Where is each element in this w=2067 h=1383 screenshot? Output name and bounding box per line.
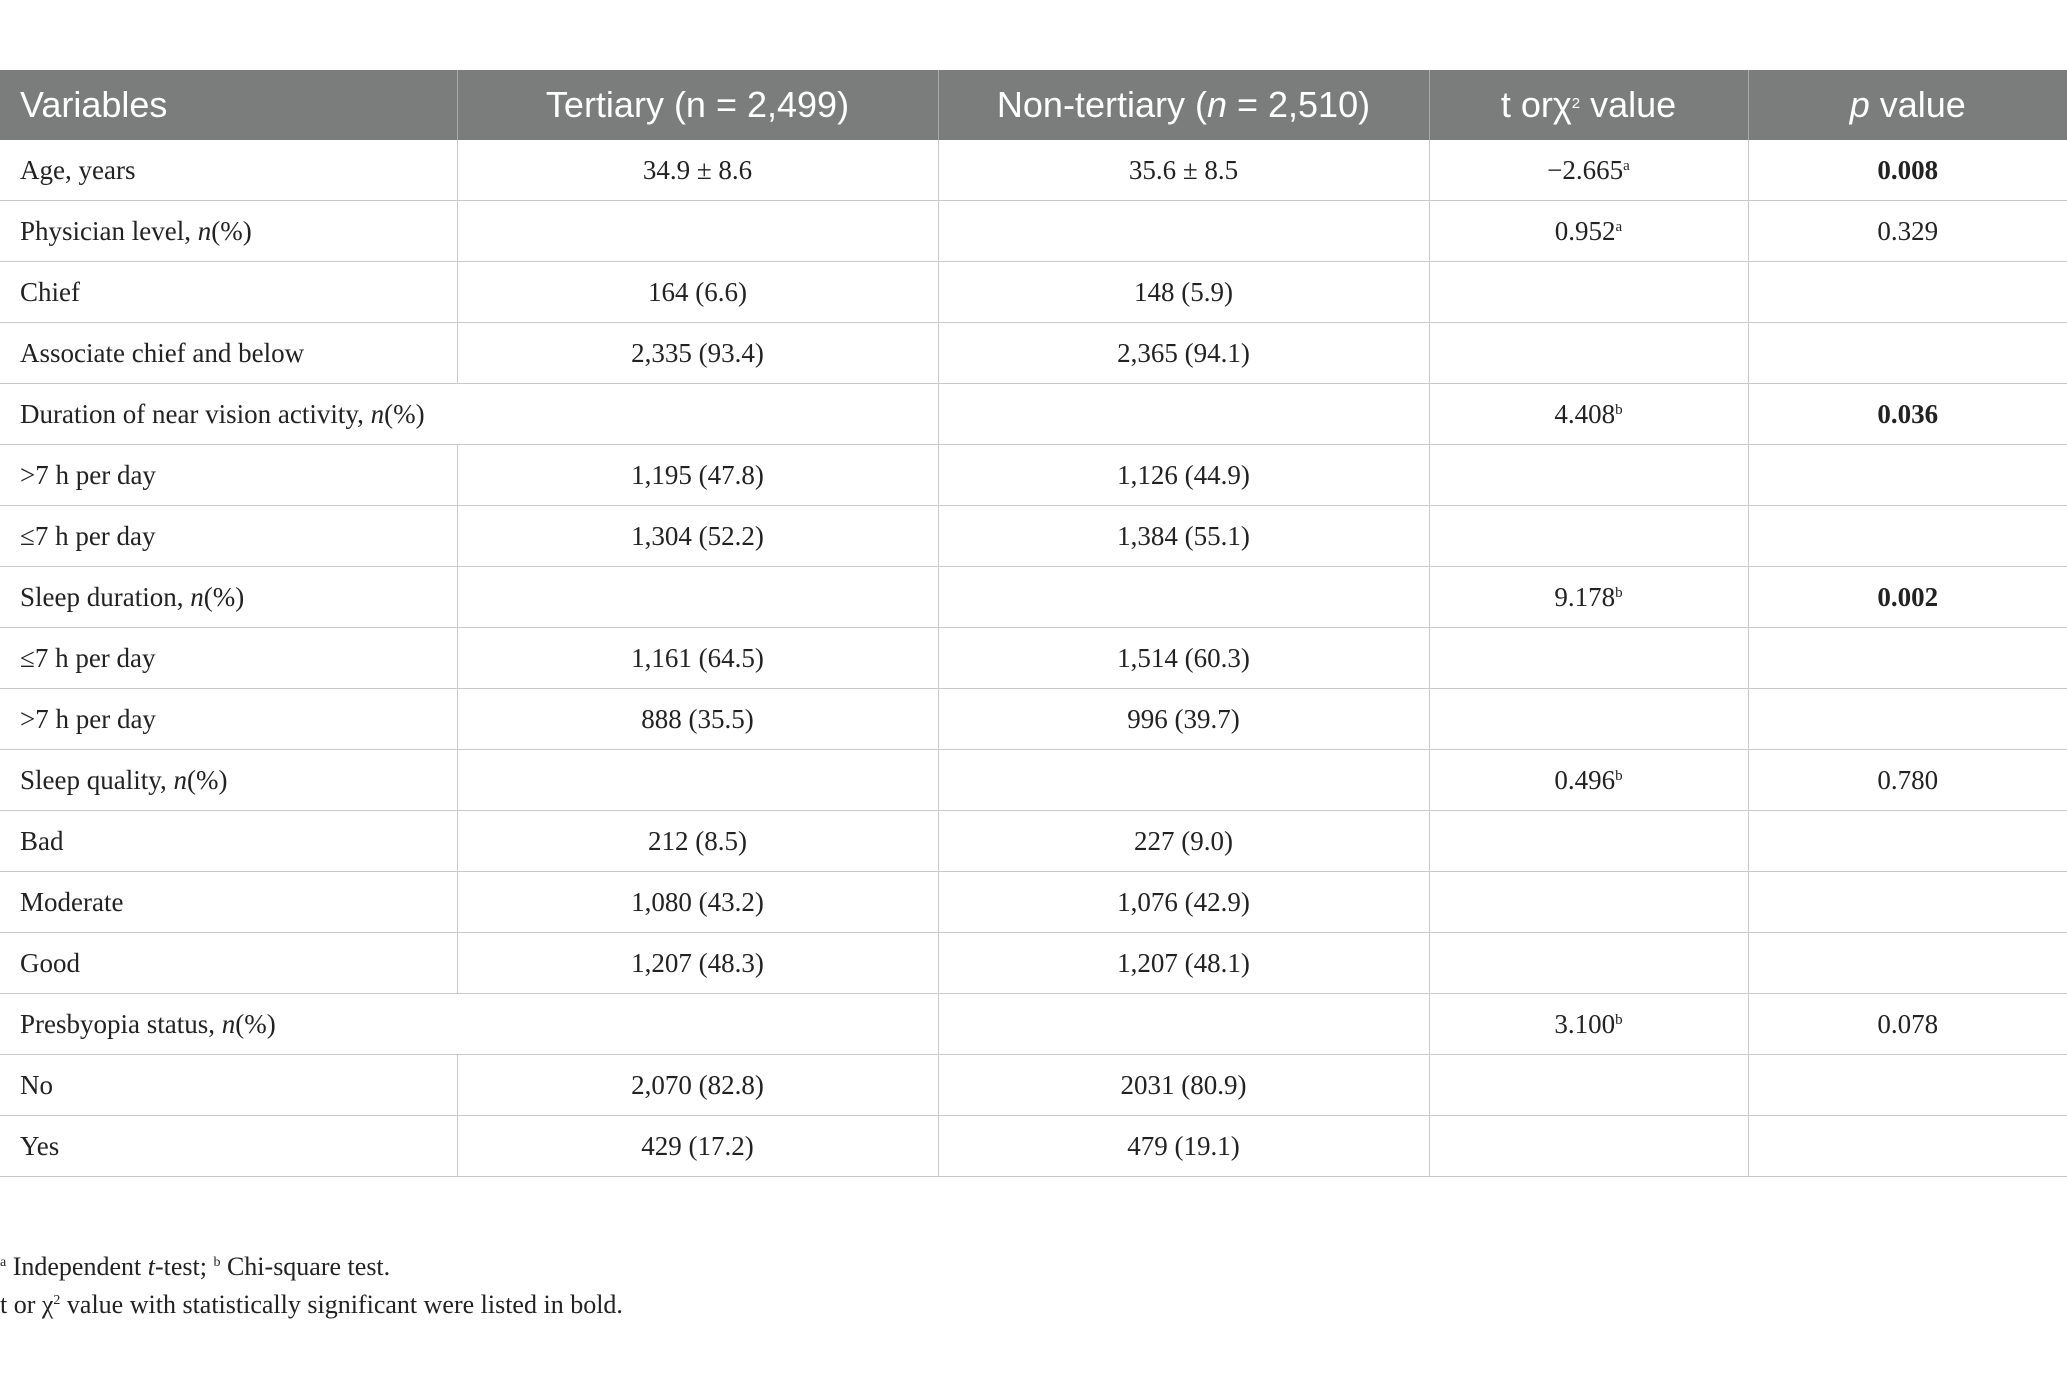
cell-variable bbox=[0, 567, 457, 628]
table-row bbox=[0, 1116, 2067, 1177]
table-row bbox=[0, 140, 2067, 201]
cell-nontertiary bbox=[938, 750, 1429, 811]
table-row bbox=[0, 750, 2067, 811]
cell-variable bbox=[0, 140, 457, 201]
cell-p-value bbox=[1748, 323, 2067, 384]
variable-label-italic: n bbox=[173, 764, 187, 795]
variable-label-suffix: (%) bbox=[186, 764, 228, 795]
footnote-2-sup: 2 bbox=[53, 1293, 61, 1308]
header-p-value bbox=[1748, 70, 2067, 140]
cell-nontertiary: 996 (39.7) bbox=[938, 689, 1429, 750]
cell-statistic bbox=[1429, 1055, 1748, 1116]
cell-p-value: 0.329 bbox=[1748, 201, 2067, 262]
cell-variable bbox=[0, 689, 457, 750]
cell-statistic bbox=[1429, 689, 1748, 750]
cell-nontertiary: 1,076 (42.9) bbox=[938, 872, 1429, 933]
cell-statistic bbox=[1429, 384, 1748, 445]
variable-label: Duration of near vision activity, bbox=[20, 398, 371, 429]
header-stat-pre: t or bbox=[1500, 84, 1553, 125]
variable-label: Sleep duration, bbox=[20, 581, 191, 612]
cell-statistic bbox=[1429, 933, 1748, 994]
cell-tertiary bbox=[457, 567, 938, 628]
cell-tertiary: 2,335 (93.4) bbox=[457, 323, 938, 384]
statistic-value: −2.665 bbox=[1547, 154, 1624, 185]
header-nontertiary-pre: Non-tertiary ( bbox=[996, 84, 1207, 125]
cell-p-value: 0.078 bbox=[1748, 994, 2067, 1055]
cell-variable bbox=[0, 872, 457, 933]
cell-statistic bbox=[1429, 201, 1748, 262]
cell-tertiary: 1,207 (48.3) bbox=[457, 933, 938, 994]
cell-nontertiary: 479 (19.1) bbox=[938, 1116, 1429, 1177]
footnotes bbox=[0, 1248, 623, 1324]
cell-p-value bbox=[1748, 1116, 2067, 1177]
cell-variable bbox=[0, 994, 938, 1055]
header-statistic bbox=[1429, 70, 1748, 140]
footnote-sup-b: b bbox=[213, 1255, 221, 1270]
cell-p-value bbox=[1748, 689, 2067, 750]
variable-label-italic: n bbox=[370, 398, 385, 429]
cell-variable bbox=[0, 384, 938, 445]
cell-tertiary: 1,080 (43.2) bbox=[457, 872, 938, 933]
cell-nontertiary: 148 (5.9) bbox=[938, 262, 1429, 323]
statistic-superscript: b bbox=[1615, 584, 1623, 601]
cell-nontertiary: 227 (9.0) bbox=[938, 811, 1429, 872]
cell-tertiary bbox=[457, 750, 938, 811]
cell-tertiary: 429 (17.2) bbox=[457, 1116, 938, 1177]
variable-label: Bad bbox=[20, 825, 64, 856]
statistic-superscript: b bbox=[1615, 401, 1623, 418]
variable-label: Presbyopia status, bbox=[20, 1008, 222, 1039]
cell-tertiary bbox=[457, 201, 938, 262]
table-row bbox=[0, 506, 2067, 567]
cell-tertiary: 212 (8.5) bbox=[457, 811, 938, 872]
cell-statistic bbox=[1429, 323, 1748, 384]
header-row bbox=[0, 70, 2067, 140]
cell-tertiary: 1,161 (64.5) bbox=[457, 628, 938, 689]
footnote-2-post: value with statistically significant were listed in bold. bbox=[60, 1290, 623, 1319]
cell-nontertiary: 35.6 ± 8.5 bbox=[938, 140, 1429, 201]
table-row bbox=[0, 933, 2067, 994]
cell-variable bbox=[0, 628, 457, 689]
header-variables: Variables bbox=[0, 70, 457, 140]
cell-p-value bbox=[1748, 262, 2067, 323]
variable-label: Moderate bbox=[20, 886, 124, 917]
cell-p-value bbox=[1748, 811, 2067, 872]
cell-tertiary: 164 (6.6) bbox=[457, 262, 938, 323]
statistic-value: 0.952 bbox=[1554, 215, 1616, 246]
cell-nontertiary: 1,126 (44.9) bbox=[938, 445, 1429, 506]
cell-variable bbox=[0, 1116, 457, 1177]
cell-statistic bbox=[1429, 994, 1748, 1055]
table-row bbox=[0, 567, 2067, 628]
table-row bbox=[0, 689, 2067, 750]
cell-p-value bbox=[1748, 506, 2067, 567]
cell-nontertiary bbox=[938, 384, 1429, 445]
table-row bbox=[0, 1055, 2067, 1116]
cell-variable bbox=[0, 323, 457, 384]
variable-label: >7 h per day bbox=[20, 703, 156, 734]
cell-statistic bbox=[1429, 445, 1748, 506]
header-stat-post: value bbox=[1580, 84, 1677, 125]
cell-p-value: 0.008 bbox=[1748, 140, 2067, 201]
cell-statistic bbox=[1429, 506, 1748, 567]
cell-statistic bbox=[1429, 750, 1748, 811]
table-row bbox=[0, 201, 2067, 262]
header-nontertiary bbox=[938, 70, 1429, 140]
header-stat-chi: χ bbox=[1552, 84, 1572, 125]
variable-label-suffix: (%) bbox=[203, 581, 245, 612]
cell-statistic bbox=[1429, 628, 1748, 689]
variable-label: >7 h per day bbox=[20, 459, 156, 490]
variable-label: Physician level, bbox=[20, 215, 198, 246]
header-nontertiary-post: = 2,510) bbox=[1226, 84, 1371, 125]
table-row bbox=[0, 262, 2067, 323]
cell-tertiary: 888 (35.5) bbox=[457, 689, 938, 750]
variable-label: ≤7 h per day bbox=[20, 520, 156, 551]
cell-p-value bbox=[1748, 872, 2067, 933]
statistic-value: 3.100 bbox=[1554, 1008, 1616, 1039]
variable-label-suffix: (%) bbox=[235, 1008, 276, 1039]
cell-nontertiary: 2031 (80.9) bbox=[938, 1055, 1429, 1116]
cell-tertiary: 2,070 (82.8) bbox=[457, 1055, 938, 1116]
table-row bbox=[0, 872, 2067, 933]
table-row bbox=[0, 323, 2067, 384]
cell-statistic bbox=[1429, 140, 1748, 201]
header-tertiary: Tertiary (n = 2,499) bbox=[457, 70, 938, 140]
variable-label: ≤7 h per day bbox=[20, 642, 156, 673]
cell-nontertiary bbox=[938, 567, 1429, 628]
variable-label-suffix: (%) bbox=[211, 215, 252, 246]
variable-label-italic: n bbox=[190, 581, 204, 612]
cell-p-value bbox=[1748, 1055, 2067, 1116]
statistic-superscript: b bbox=[1615, 1011, 1623, 1028]
footnote-2-pre: t or χ bbox=[0, 1290, 54, 1319]
cell-nontertiary: 1,514 (60.3) bbox=[938, 628, 1429, 689]
footnote-a-pre: Independent bbox=[6, 1252, 148, 1281]
variable-label-italic: n bbox=[221, 1008, 236, 1039]
statistic-value: 0.496 bbox=[1554, 764, 1616, 795]
cell-variable bbox=[0, 933, 457, 994]
header-p-post: value bbox=[1869, 84, 1966, 125]
header-stat-sup: 2 bbox=[1571, 95, 1581, 112]
data-table bbox=[0, 70, 2067, 1177]
cell-statistic bbox=[1429, 811, 1748, 872]
cell-statistic bbox=[1429, 872, 1748, 933]
cell-nontertiary: 1,384 (55.1) bbox=[938, 506, 1429, 567]
table-row bbox=[0, 384, 2067, 445]
cell-variable bbox=[0, 750, 457, 811]
cell-nontertiary: 1,207 (48.1) bbox=[938, 933, 1429, 994]
cell-statistic bbox=[1429, 567, 1748, 628]
statistic-value: 9.178 bbox=[1554, 581, 1616, 612]
cell-p-value bbox=[1748, 933, 2067, 994]
cell-tertiary: 1,304 (52.2) bbox=[457, 506, 938, 567]
statistic-superscript: b bbox=[1615, 767, 1623, 784]
cell-tertiary: 34.9 ± 8.6 bbox=[457, 140, 938, 201]
statistic-superscript: a bbox=[1615, 218, 1623, 235]
statistic-superscript: a bbox=[1623, 157, 1630, 174]
cell-variable bbox=[0, 1055, 457, 1116]
table-row bbox=[0, 628, 2067, 689]
cell-p-value bbox=[1748, 445, 2067, 506]
footnote-a-post: -test; bbox=[154, 1252, 214, 1281]
table-body bbox=[0, 140, 2067, 1177]
cell-p-value: 0.002 bbox=[1748, 567, 2067, 628]
cell-tertiary: 1,195 (47.8) bbox=[457, 445, 938, 506]
cell-nontertiary bbox=[938, 201, 1429, 262]
header-p-italic: p bbox=[1849, 84, 1870, 125]
table-row bbox=[0, 445, 2067, 506]
cell-nontertiary: 2,365 (94.1) bbox=[938, 323, 1429, 384]
table-row bbox=[0, 811, 2067, 872]
cell-nontertiary bbox=[938, 994, 1429, 1055]
variable-label-suffix: (%) bbox=[384, 398, 425, 429]
footnote-line-1 bbox=[0, 1248, 623, 1286]
cell-p-value: 0.036 bbox=[1748, 384, 2067, 445]
variable-label: No bbox=[20, 1069, 53, 1100]
cell-variable bbox=[0, 445, 457, 506]
cell-variable bbox=[0, 262, 457, 323]
cell-statistic bbox=[1429, 1116, 1748, 1177]
footnote-b-text: Chi-square test. bbox=[220, 1252, 391, 1281]
cell-statistic bbox=[1429, 262, 1748, 323]
statistic-value: 4.408 bbox=[1554, 398, 1616, 429]
cell-variable bbox=[0, 506, 457, 567]
variable-label: Age, years bbox=[20, 154, 136, 185]
table-row bbox=[0, 994, 2067, 1055]
variable-label: Good bbox=[20, 947, 80, 978]
cell-p-value: 0.780 bbox=[1748, 750, 2067, 811]
variable-label: Associate chief and below bbox=[20, 337, 305, 368]
cell-variable bbox=[0, 811, 457, 872]
table-header bbox=[0, 70, 2067, 140]
footnote-a-italic: t bbox=[147, 1252, 155, 1281]
header-nontertiary-n: n bbox=[1206, 84, 1227, 125]
variable-label: Sleep quality, bbox=[20, 764, 174, 795]
cell-variable bbox=[0, 201, 457, 262]
cell-p-value bbox=[1748, 628, 2067, 689]
footnote-sup-a: a bbox=[0, 1255, 7, 1270]
variable-label-italic: n bbox=[197, 215, 212, 246]
footnote-line-2 bbox=[0, 1286, 623, 1324]
variable-label: Yes bbox=[20, 1130, 60, 1161]
variable-label: Chief bbox=[20, 276, 80, 307]
